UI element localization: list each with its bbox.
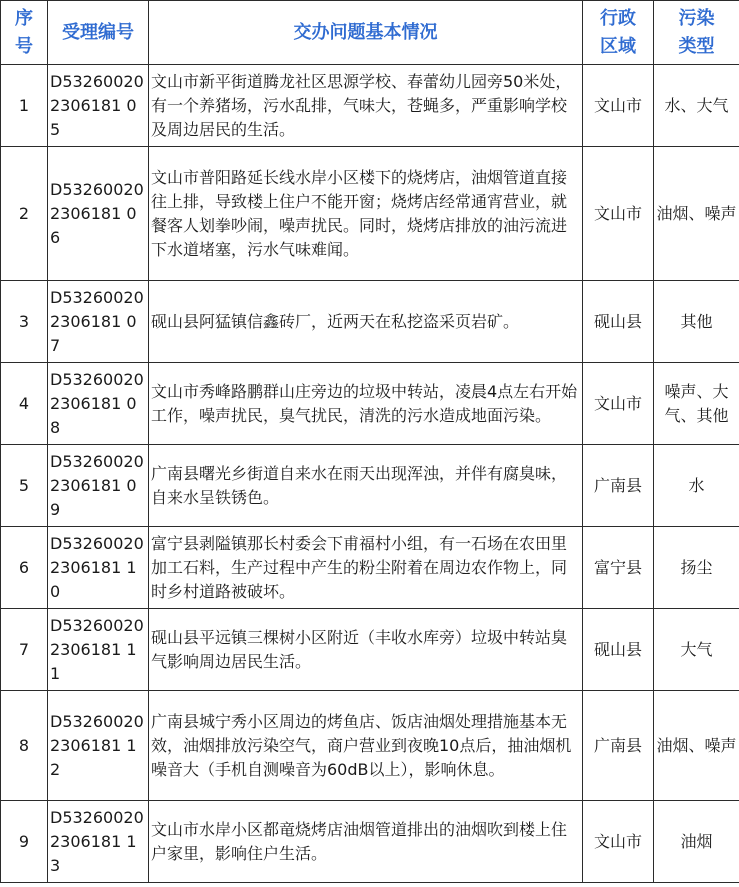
cell-seq: 8 [1,691,48,801]
cell-id: D532600202306181 07 [48,281,149,363]
header-type-line1: 污染 [678,7,715,29]
cell-id: D532600202306181 05 [48,65,149,147]
table-row [1,691,739,801]
header-seq-line1: 序 [15,7,33,29]
cell-desc: 富宁县剥隘镇那长村委会下甫福村小组，有一石场在农田里加工石料，生产过程中产生的粉尘附着在周边农作物上，同时乡村道路被破坏。 [149,527,583,609]
cell-type: 其他 [654,281,739,363]
cell-type: 扬尘 [654,527,739,609]
table-body [1,65,739,883]
table-row [1,445,739,527]
cell-type: 大气 [654,609,739,691]
cell-region: 广南县 [583,691,654,801]
cell-id: D532600202306181 11 [48,609,149,691]
header-desc: 交办问题基本情况 [149,1,583,65]
cell-id: D532600202306181 10 [48,527,149,609]
cell-seq: 9 [1,801,48,883]
cell-desc: 文山市普阳路延长线水岸小区楼下的烧烤店，油烟管道直接往上排，导致楼上住户不能开窗；烧烤店经常通宵营业，就餐客人划拳吵闹，噪声扰民。同时，烧烤店排放的油污流进下水道堵塞，污水气味难闻。 [149,147,583,281]
cell-type: 水 [654,445,739,527]
cell-desc: 砚山县阿猛镇信鑫砖厂，近两天在私挖盗采页岩矿。 [149,281,583,363]
cell-region: 富宁县 [583,527,654,609]
cell-id: D532600202306181 09 [48,445,149,527]
cell-desc: 文山市新平街道腾龙社区思源学校、春蕾幼儿园旁50米处，有一个养猪场，污水乱排，气味大，苍蝇多，严重影响学校及周边居民的生活。 [149,65,583,147]
cell-desc: 广南县曙光乡街道自来水在雨天出现浑浊，并伴有腐臭味，自来水呈铁锈色。 [149,445,583,527]
table-row [1,527,739,609]
table-row [1,363,739,445]
table-row [1,801,739,883]
cell-type: 油烟、噪声 [654,691,739,801]
cell-type: 油烟、噪声 [654,147,739,281]
cell-desc: 广南县城宁秀小区周边的烤鱼店、饭店油烟处理措施基本无效，油烟排放污染空气，商户营业到夜晚10点后，抽油烟机噪音大（手机自测噪音为60dB以上），影响休息。 [149,691,583,801]
table-header [1,1,739,65]
table-row [1,147,739,281]
cell-region: 文山市 [583,65,654,147]
cell-seq: 1 [1,65,48,147]
table-row [1,609,739,691]
cell-seq: 5 [1,445,48,527]
table-row [1,65,739,147]
header-type-line2: 类型 [678,35,715,57]
header-region-line1: 行政 [600,7,636,29]
table-row [1,281,739,363]
header-seq [1,1,48,65]
cell-seq: 4 [1,363,48,445]
cell-region: 文山市 [583,363,654,445]
cell-region: 文山市 [583,801,654,883]
cell-region: 广南县 [583,445,654,527]
header-row [1,1,739,65]
cell-region: 砚山县 [583,281,654,363]
cell-region: 文山市 [583,147,654,281]
cell-type: 油烟 [654,801,739,883]
cell-seq: 2 [1,147,48,281]
cell-region: 砚山县 [583,609,654,691]
cell-desc: 文山市水岸小区都竜烧烤店油烟管道排出的油烟吹到楼上住户家里，影响住户生活。 [149,801,583,883]
header-id: 受理编号 [48,1,149,65]
cell-seq: 3 [1,281,48,363]
cell-type: 水、大气 [654,65,739,147]
cell-seq: 6 [1,527,48,609]
header-seq-line2: 号 [15,35,33,57]
header-region-line2: 区域 [600,35,636,57]
cell-desc: 砚山县平远镇三棵树小区附近（丰收水库旁）垃圾中转站臭气影响周边居民生活。 [149,609,583,691]
cell-id: D532600202306181 12 [48,691,149,801]
header-type [654,1,739,65]
cell-desc: 文山市秀峰路鹏群山庄旁边的垃圾中转站，凌晨4点左右开始工作，噪声扰民，臭气扰民，清洗的污水造成地面污染。 [149,363,583,445]
cell-id: D532600202306181 06 [48,147,149,281]
header-region [583,1,654,65]
cell-seq: 7 [1,609,48,691]
cell-type: 噪声、大气、其他 [654,363,739,445]
cell-id: D532600202306181 13 [48,801,149,883]
cell-id: D532600202306181 08 [48,363,149,445]
